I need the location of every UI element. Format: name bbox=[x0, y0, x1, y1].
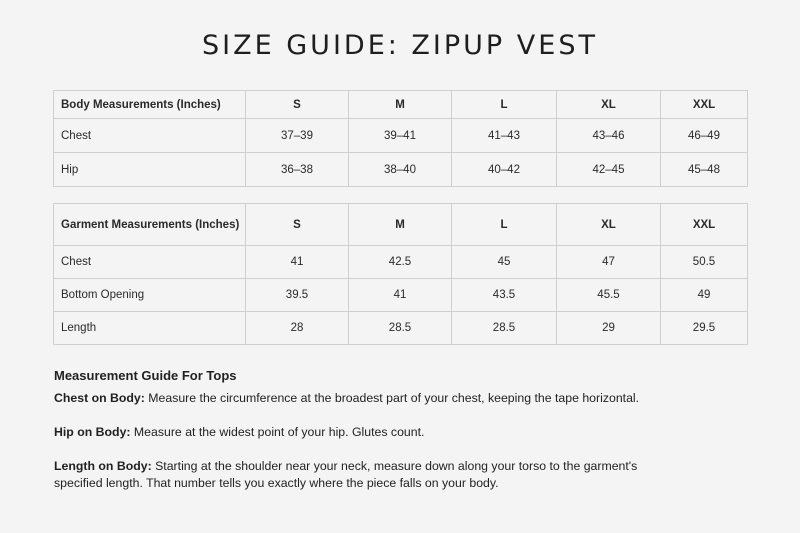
measurement-guide bbox=[54, 367, 674, 509]
size-header: XL bbox=[557, 91, 661, 119]
guide-text: Measure at the widest point of your hip. Glutes count. bbox=[130, 425, 425, 439]
size-header: M bbox=[349, 91, 452, 119]
table-header-label: Garment Measurements (Inches) bbox=[54, 204, 246, 246]
garment-measurements-table bbox=[53, 203, 748, 345]
table-cell: 28 bbox=[246, 312, 349, 345]
guide-heading: Measurement Guide For Tops bbox=[54, 368, 237, 383]
table-cell: 47 bbox=[557, 246, 661, 279]
size-header: XXL bbox=[661, 204, 748, 246]
guide-term: Hip on Body: bbox=[54, 425, 131, 439]
guide-item-chest bbox=[54, 390, 674, 407]
size-header: L bbox=[452, 91, 557, 119]
size-header: L bbox=[452, 204, 557, 246]
table-header-row bbox=[54, 91, 748, 119]
row-label: Chest bbox=[54, 246, 246, 279]
table-cell: 41–43 bbox=[452, 119, 557, 153]
table-cell: 28.5 bbox=[452, 312, 557, 345]
table-cell: 45–48 bbox=[661, 153, 748, 187]
table-cell: 37–39 bbox=[246, 119, 349, 153]
guide-item-length bbox=[54, 458, 674, 492]
guide-term: Chest on Body: bbox=[54, 391, 145, 405]
table-cell: 40–42 bbox=[452, 153, 557, 187]
guide-item-hip bbox=[54, 424, 674, 441]
guide-term: Length on Body: bbox=[54, 459, 152, 473]
table-row bbox=[54, 153, 748, 187]
table-cell: 29.5 bbox=[661, 312, 748, 345]
table-header-row bbox=[54, 204, 748, 246]
table-cell: 43.5 bbox=[452, 279, 557, 312]
guide-text: Measure the circumference at the broadest part of your chest, keeping the tape horizontal. bbox=[144, 391, 640, 405]
size-header: S bbox=[246, 91, 349, 119]
table-row bbox=[54, 119, 748, 153]
table-cell: 42.5 bbox=[349, 246, 452, 279]
size-header: XXL bbox=[661, 91, 748, 119]
table-cell: 42–45 bbox=[557, 153, 661, 187]
table-cell: 41 bbox=[246, 246, 349, 279]
row-label: Length bbox=[54, 312, 246, 345]
size-header: M bbox=[349, 204, 452, 246]
guide-text: Starting at the shoulder near your neck, measure down along your torso to the garment's specified length. That number tells you exactly where the piece falls on your body. bbox=[54, 459, 638, 490]
row-label: Bottom Opening bbox=[54, 279, 246, 312]
row-label: Hip bbox=[54, 153, 246, 187]
table-cell: 43–46 bbox=[557, 119, 661, 153]
table-cell: 28.5 bbox=[349, 312, 452, 345]
table-cell: 29 bbox=[557, 312, 661, 345]
table-row bbox=[54, 246, 748, 279]
table-row bbox=[54, 279, 748, 312]
table-cell: 41 bbox=[349, 279, 452, 312]
page-title: SIZE GUIDE: ZIPUP VEST bbox=[202, 30, 598, 61]
table-cell: 38–40 bbox=[349, 153, 452, 187]
body-measurements-table bbox=[53, 90, 748, 187]
table-cell: 36–38 bbox=[246, 153, 349, 187]
table-cell: 49 bbox=[661, 279, 748, 312]
size-header: S bbox=[246, 204, 349, 246]
table-cell: 39–41 bbox=[349, 119, 452, 153]
row-label: Chest bbox=[54, 119, 246, 153]
table-cell: 45.5 bbox=[557, 279, 661, 312]
table-cell: 46–49 bbox=[661, 119, 748, 153]
table-cell: 50.5 bbox=[661, 246, 748, 279]
table-header-label: Body Measurements (Inches) bbox=[54, 91, 246, 119]
table-row bbox=[54, 312, 748, 345]
table-cell: 39.5 bbox=[246, 279, 349, 312]
table-cell: 45 bbox=[452, 246, 557, 279]
size-header: XL bbox=[557, 204, 661, 246]
